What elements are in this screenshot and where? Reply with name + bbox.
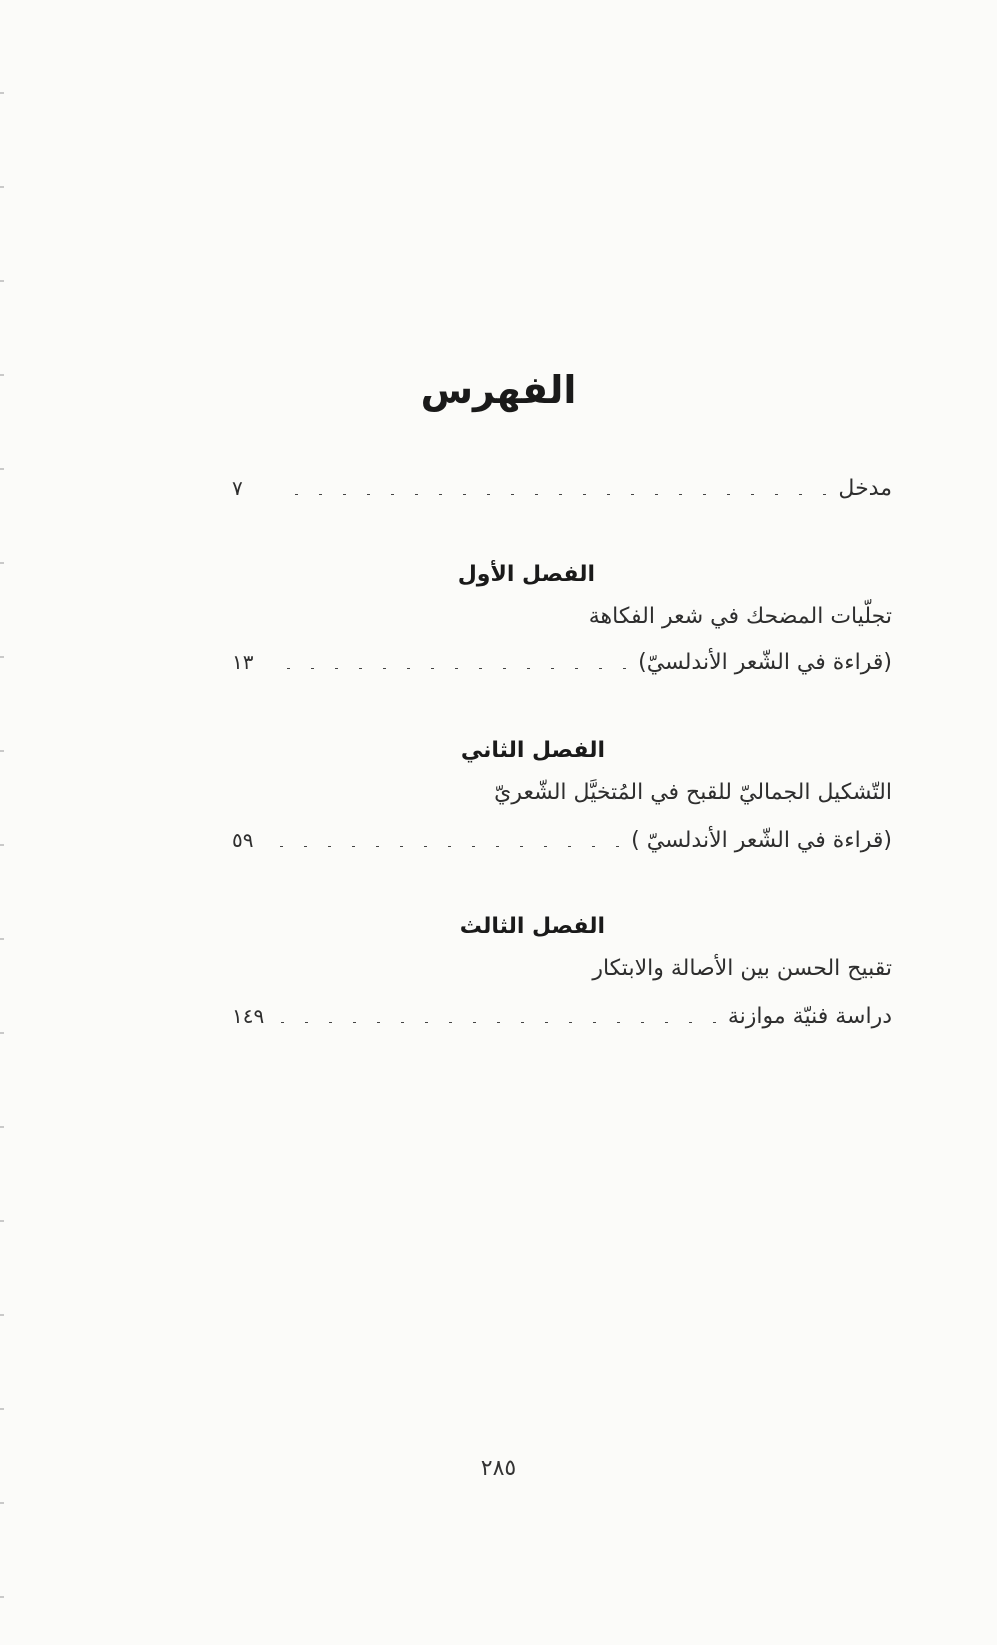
toc-entry-chapter-2 [232,828,892,853]
toc-entry-intro [232,476,892,501]
page-title: الفهرس [420,368,577,412]
toc-page-number: ٥٩ [232,828,254,852]
dot-leader [278,846,619,847]
chapter-heading-3: الفصل الثالث [459,914,605,939]
toc-page-number: ٧ [232,476,243,500]
toc-entry-subtitle: (قراءة في الشّعر الأندلسيّ ) [631,828,892,853]
toc-entry-title: تجلّيات المضحك في شعر الفكاهة [588,604,892,629]
toc-page-number: ١٣ [232,650,254,674]
toc-entry-chapter-3 [232,1004,892,1029]
page-edge [0,0,4,1645]
chapter-heading-2: الفصل الثاني [460,738,605,763]
toc-entry-chapter-1 [232,650,892,675]
toc-entry-label: مدخل [838,476,892,501]
page-number: ٢٨٥ [480,1456,517,1481]
dot-leader [278,494,826,495]
toc-entry-subtitle: (قراءة في الشّعر الأندلسيّ) [638,650,892,675]
dot-leader [278,1022,716,1023]
chapter-heading-1: الفصل الأول [457,562,595,587]
toc-page-number: ١٤٩ [232,1004,265,1028]
toc-entry-subtitle: دراسة فنيّة موازنة [727,1004,892,1029]
toc-entry-title: التّشكيل الجماليّ للقبح في المُتخيَّل الشّعريّ [494,780,892,805]
toc-entry-title: تقبيح الحسن بين الأصالة والابتكار [592,956,892,981]
dot-leader [278,668,626,669]
